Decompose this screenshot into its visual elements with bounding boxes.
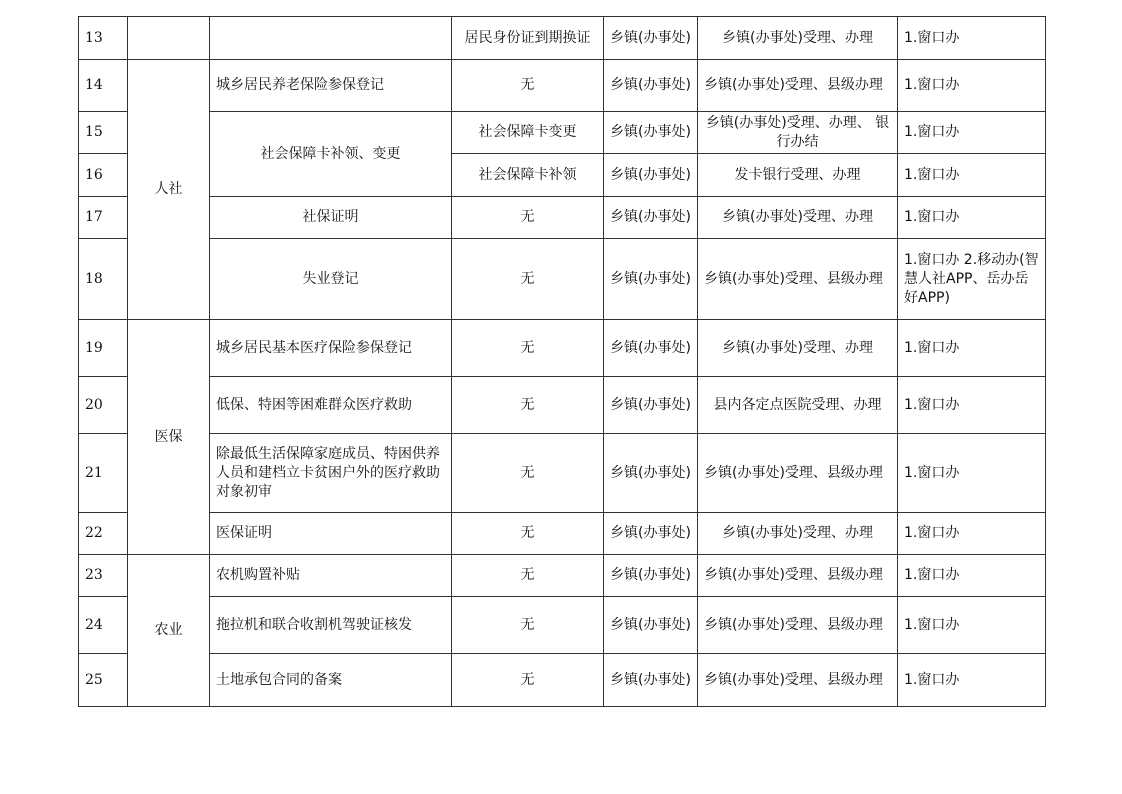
sub-item-cell: 无	[452, 197, 604, 239]
method-cell: 1.窗口办	[898, 434, 1046, 513]
category-cell	[128, 17, 210, 60]
method-cell: 1.窗口办	[898, 597, 1046, 654]
item-cell: 低保、特困等困难群众医疗救助	[210, 377, 452, 434]
item-cell: 社会保障卡补领、变更	[210, 112, 452, 197]
row-number: 17	[79, 197, 128, 239]
process-cell: 乡镇(办事处)受理、办理	[698, 513, 898, 555]
level-cell: 乡镇(办事处)	[604, 239, 698, 320]
table-row	[79, 197, 1046, 239]
process-cell: 乡镇(办事处)受理、办理	[698, 17, 898, 60]
level-cell: 乡镇(办事处)	[604, 513, 698, 555]
level-cell: 乡镇(办事处)	[604, 654, 698, 707]
sub-item-cell: 无	[452, 377, 604, 434]
item-cell: 除最低生活保障家庭成员、特困供养人员和建档立卡贫困户外的医疗救助对象初审	[210, 434, 452, 513]
table-row	[79, 17, 1046, 60]
row-number: 25	[79, 654, 128, 707]
level-cell: 乡镇(办事处)	[604, 597, 698, 654]
method-cell: 1.窗口办	[898, 513, 1046, 555]
process-cell: 县内各定点医院受理、办理	[698, 377, 898, 434]
table-row	[79, 320, 1046, 377]
process-cell: 乡镇(办事处)受理、县级办理	[698, 555, 898, 597]
method-cell: 1.窗口办	[898, 17, 1046, 60]
table-row	[79, 654, 1046, 707]
item-cell: 农机购置补贴	[210, 555, 452, 597]
method-cell: 1.窗口办	[898, 197, 1046, 239]
item-cell: 失业登记	[210, 239, 452, 320]
level-cell: 乡镇(办事处)	[604, 17, 698, 60]
row-number: 14	[79, 60, 128, 112]
sub-item-cell: 无	[452, 597, 604, 654]
method-cell: 1.窗口办 2.移动办(智慧人社APP、岳办岳好APP)	[898, 239, 1046, 320]
table-row	[79, 60, 1046, 112]
table-row	[79, 434, 1046, 513]
sub-item-cell: 无	[452, 320, 604, 377]
level-cell: 乡镇(办事处)	[604, 112, 698, 154]
process-cell: 乡镇(办事处)受理、县级办理	[698, 654, 898, 707]
table-row	[79, 377, 1046, 434]
process-cell: 乡镇(办事处)受理、办理	[698, 320, 898, 377]
process-cell: 乡镇(办事处)受理、县级办理	[698, 434, 898, 513]
item-cell: 拖拉机和联合收割机驾驶证核发	[210, 597, 452, 654]
table-row	[79, 112, 1046, 154]
method-cell: 1.窗口办	[898, 320, 1046, 377]
sub-item-cell: 无	[452, 60, 604, 112]
level-cell: 乡镇(办事处)	[604, 197, 698, 239]
process-cell: 乡镇(办事处)受理、县级办理	[698, 239, 898, 320]
table-row	[79, 555, 1046, 597]
category-cell: 医保	[128, 320, 210, 555]
sub-item-cell: 无	[452, 513, 604, 555]
process-cell: 发卡银行受理、办理	[698, 154, 898, 197]
level-cell: 乡镇(办事处)	[604, 60, 698, 112]
item-cell: 社保证明	[210, 197, 452, 239]
process-cell: 乡镇(办事处)受理、县级办理	[698, 60, 898, 112]
method-cell: 1.窗口办	[898, 654, 1046, 707]
level-cell: 乡镇(办事处)	[604, 154, 698, 197]
service-table	[78, 16, 1046, 707]
level-cell: 乡镇(办事处)	[604, 320, 698, 377]
level-cell: 乡镇(办事处)	[604, 434, 698, 513]
row-number: 24	[79, 597, 128, 654]
category-cell: 人社	[128, 60, 210, 320]
item-cell: 城乡居民基本医疗保险参保登记	[210, 320, 452, 377]
sub-item-cell: 居民身份证到期换证	[452, 17, 604, 60]
process-cell: 乡镇(办事处)受理、办理、 银行办结	[698, 112, 898, 154]
item-cell: 医保证明	[210, 513, 452, 555]
level-cell: 乡镇(办事处)	[604, 555, 698, 597]
table-row	[79, 513, 1046, 555]
sub-item-cell: 无	[452, 555, 604, 597]
method-cell: 1.窗口办	[898, 60, 1046, 112]
item-cell	[210, 17, 452, 60]
row-number: 21	[79, 434, 128, 513]
table-row	[79, 239, 1046, 320]
row-number: 16	[79, 154, 128, 197]
item-cell: 土地承包合同的备案	[210, 654, 452, 707]
method-cell: 1.窗口办	[898, 555, 1046, 597]
process-cell: 乡镇(办事处)受理、办理	[698, 197, 898, 239]
sub-item-cell: 无	[452, 434, 604, 513]
row-number: 15	[79, 112, 128, 154]
sub-item-cell: 社会保障卡变更	[452, 112, 604, 154]
row-number: 13	[79, 17, 128, 60]
level-cell: 乡镇(办事处)	[604, 377, 698, 434]
table-row	[79, 597, 1046, 654]
row-number: 22	[79, 513, 128, 555]
process-cell: 乡镇(办事处)受理、县级办理	[698, 597, 898, 654]
method-cell: 1.窗口办	[898, 377, 1046, 434]
row-number: 20	[79, 377, 128, 434]
row-number: 18	[79, 239, 128, 320]
sub-item-cell: 社会保障卡补领	[452, 154, 604, 197]
row-number: 23	[79, 555, 128, 597]
sub-item-cell: 无	[452, 239, 604, 320]
item-cell: 城乡居民养老保险参保登记	[210, 60, 452, 112]
row-number: 19	[79, 320, 128, 377]
category-cell: 农业	[128, 555, 210, 707]
sub-item-cell: 无	[452, 654, 604, 707]
method-cell: 1.窗口办	[898, 154, 1046, 197]
method-cell: 1.窗口办	[898, 112, 1046, 154]
